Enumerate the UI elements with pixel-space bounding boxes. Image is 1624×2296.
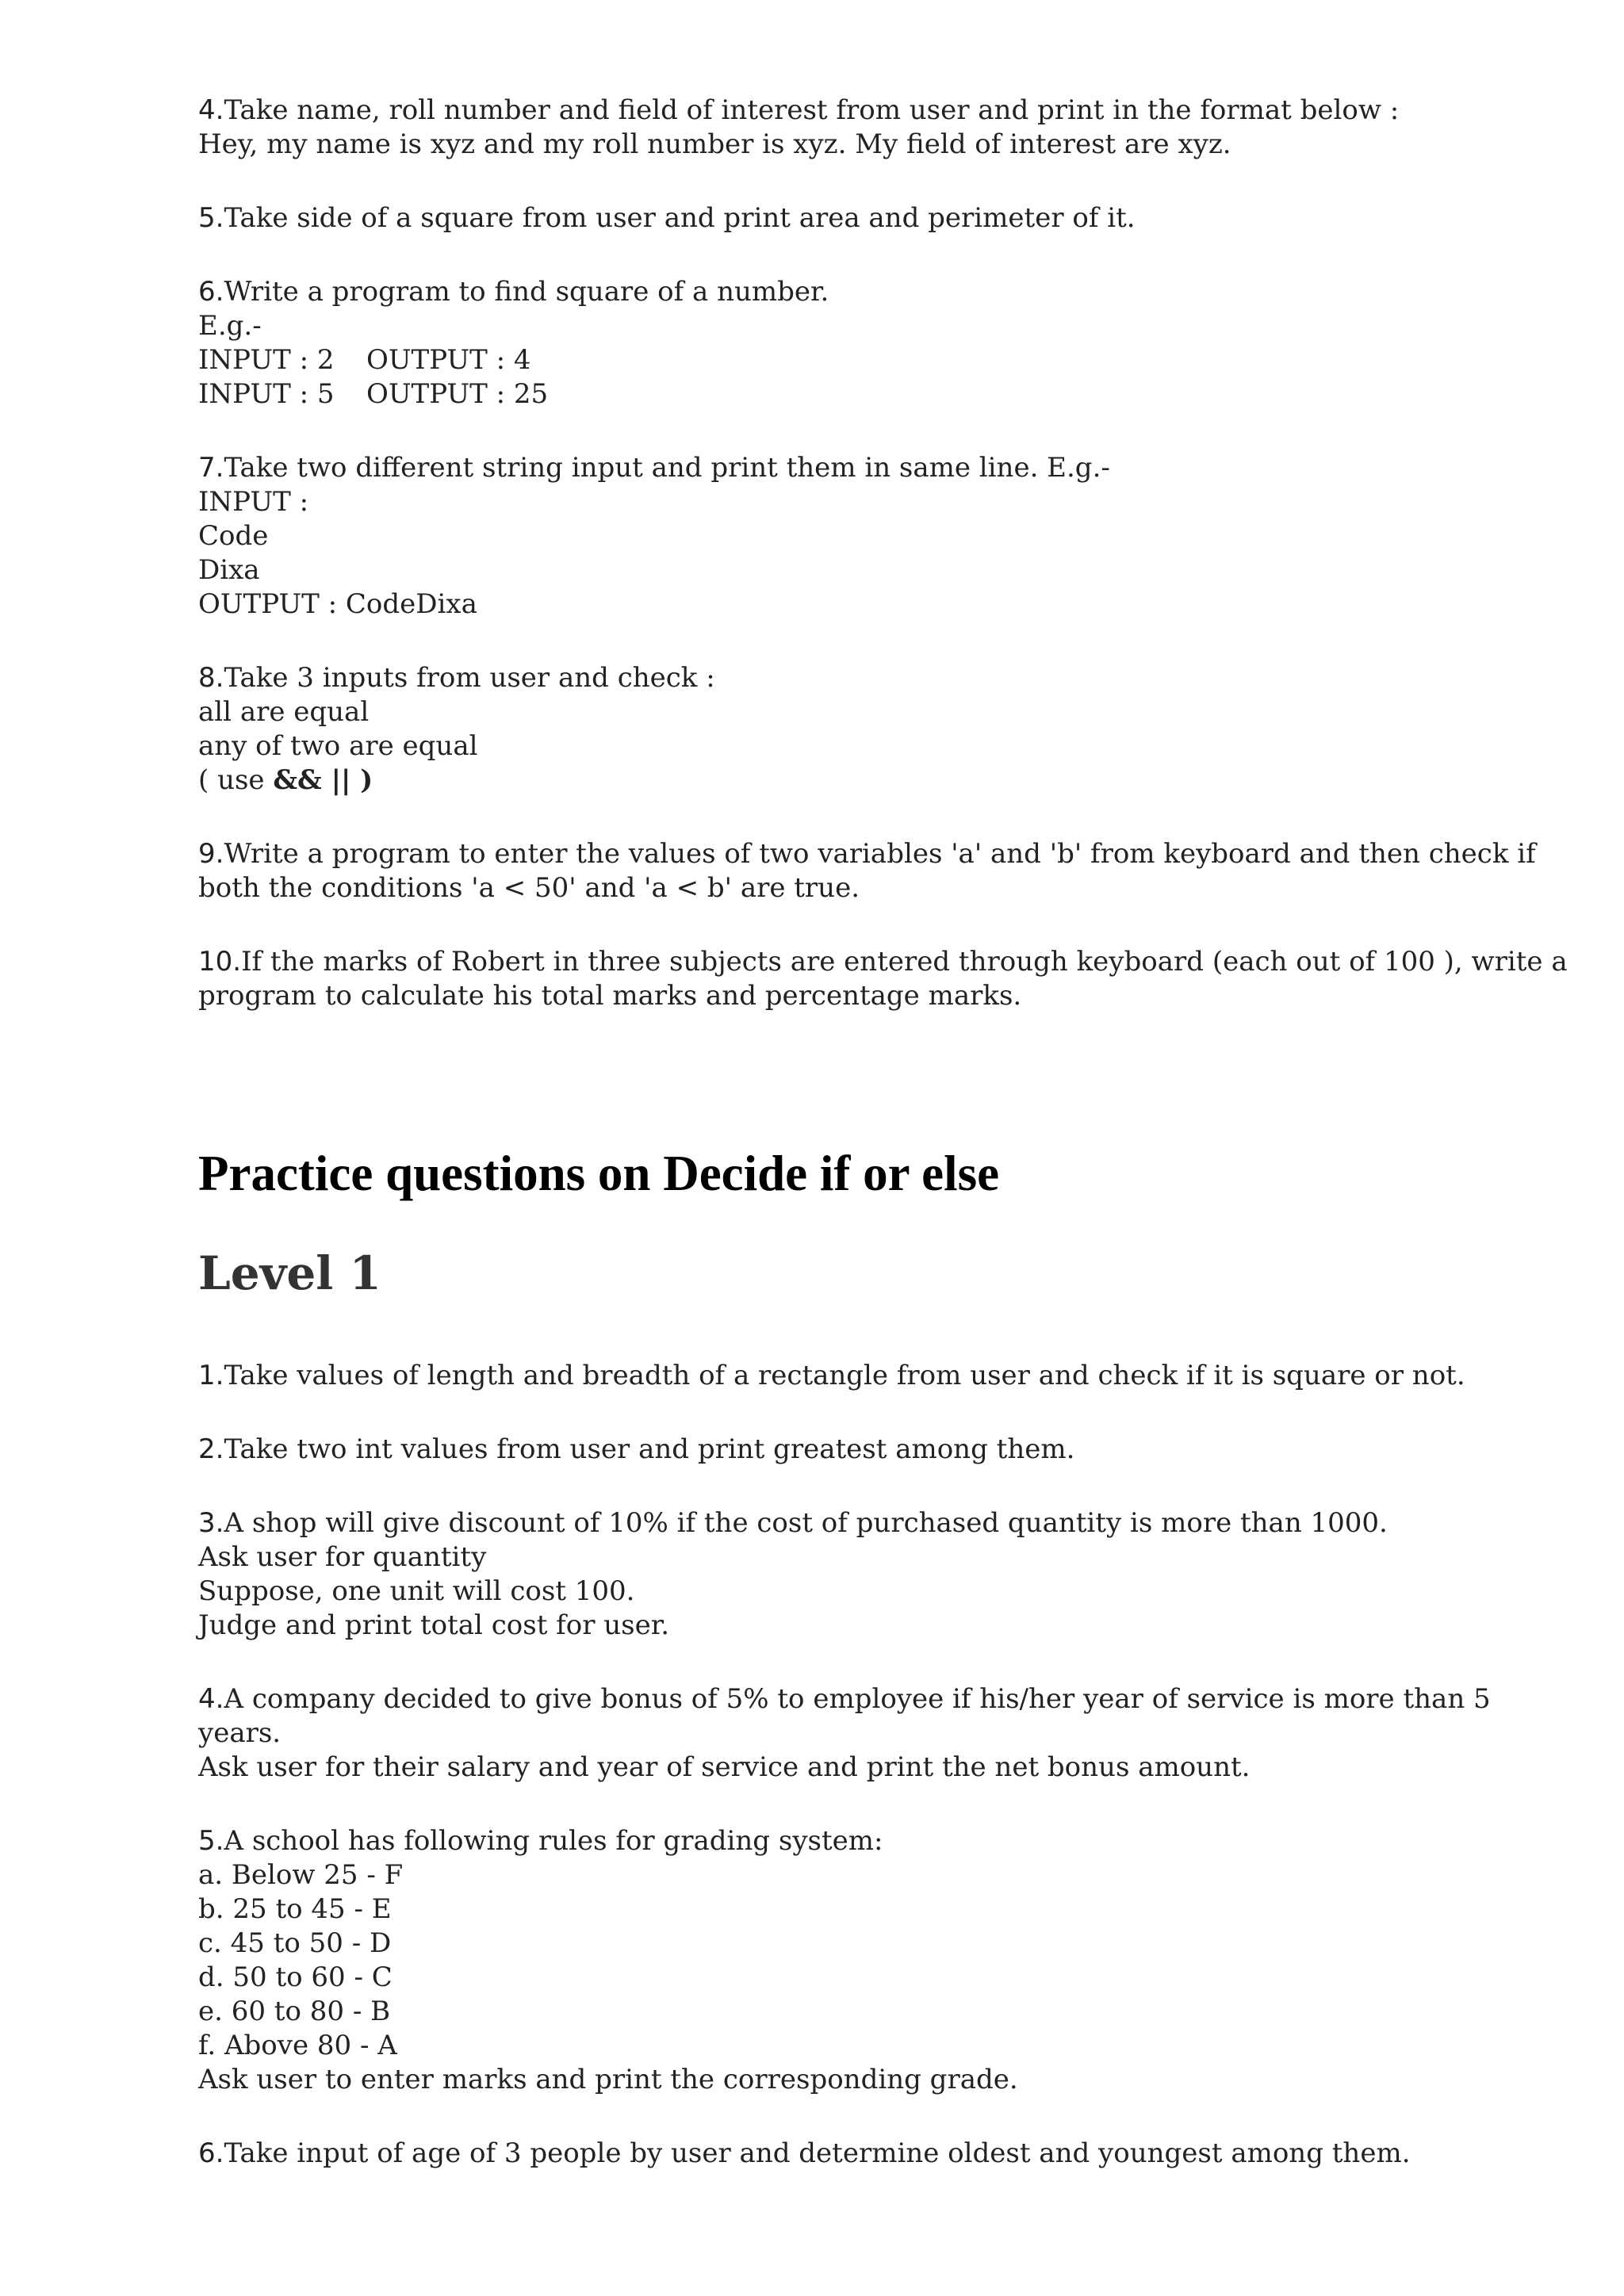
question-line	[198, 945, 1568, 979]
question-line	[198, 451, 1435, 485]
question-line	[198, 1433, 1435, 1467]
question-text: Take two different string input and print them in same line. E.g.-	[224, 452, 1110, 484]
question-number: 9.	[198, 838, 224, 870]
grade-rule: e. 60 to 80 - B	[198, 1996, 391, 2027]
question-text: Ask user for their salary and year of service and print the net bonus amount.	[198, 1751, 1251, 1783]
question-text: A shop will give discount of 10% if the cost of purchased quantity is more than 1000.	[224, 1507, 1388, 1539]
question-text: A company decided to give bonus of 5% to employee if his/her year of service is more than 5	[224, 1683, 1491, 1715]
question-text: both the conditions 'a < 50' and 'a < b' are true.	[198, 872, 860, 904]
question-text: OUTPUT : CodeDixa	[198, 588, 477, 620]
question-number: 4.	[198, 94, 224, 126]
question-line	[198, 94, 1435, 128]
question-text: INPUT :	[198, 486, 309, 518]
question-line	[198, 1682, 1491, 1716]
level1-question-3	[198, 1506, 1435, 1643]
question-number: 6.	[198, 276, 224, 308]
question-text: Take side of a square from user and print area and perimeter of it.	[224, 202, 1136, 234]
question-5	[198, 201, 1435, 235]
section-title: Practice questions on Decide if or else	[198, 1146, 1000, 1201]
level1-question-1	[198, 1359, 1465, 1393]
question-8	[198, 661, 1435, 798]
question-4	[198, 94, 1435, 162]
question-text: Code	[198, 520, 269, 552]
question-text: ( use	[198, 764, 274, 796]
question-text: Suppose, one unit will cost 100.	[198, 1575, 635, 1607]
bold-operators: && || )	[273, 764, 373, 796]
io-output: OUTPUT : 25	[366, 378, 549, 410]
question-7	[198, 451, 1435, 622]
question-text: program to calculate his total marks and percentage marks.	[198, 980, 1022, 1012]
question-text: Take 3 inputs from user and check :	[224, 662, 715, 694]
grade-rule: a. Below 25 - F	[198, 1859, 404, 1891]
question-text: Ask user to enter marks and print the corresponding grade.	[198, 2064, 1018, 2095]
question-text: Ask user for quantity	[198, 1541, 487, 1573]
question-text: any of two are equal	[198, 730, 478, 762]
question-text: all are equal	[198, 696, 370, 728]
io-input: INPUT : 5	[198, 378, 335, 410]
grade-rule: b. 25 to 45 - E	[198, 1893, 392, 1925]
level1-question-4	[198, 1682, 1491, 1785]
question-line	[198, 201, 1435, 235]
io-row	[198, 377, 1435, 411]
level-heading: Level 1	[198, 1246, 381, 1300]
question-line	[198, 275, 1435, 309]
question-line	[198, 2137, 1435, 2171]
question-line	[198, 837, 1536, 871]
question-text: Take name, roll number and field of interest from user and print in the format below :	[224, 94, 1400, 126]
question-text: A school has following rules for grading system:	[224, 1825, 883, 1857]
question-line	[198, 1506, 1435, 1540]
question-text: Take two int values from user and print greatest among them.	[224, 1433, 1075, 1465]
grade-rule: d. 50 to 60 - C	[198, 1961, 393, 1993]
question-line	[198, 763, 1435, 798]
grade-rule: f. Above 80 - A	[198, 2030, 397, 2061]
question-number: 7.	[198, 452, 224, 484]
question-number: 2.	[198, 1433, 224, 1465]
question-6	[198, 275, 1435, 411]
question-text: Hey, my name is xyz and my roll number is xyz. My field of interest are xyz.	[198, 128, 1231, 160]
question-text: years.	[198, 1717, 282, 1749]
question-text: Take values of length and breadth of a rectangle from user and check if it is square or not.	[224, 1360, 1465, 1391]
question-text: Write a program to enter the values of two variables 'a' and 'b' from keyboard and then check if	[224, 838, 1536, 870]
question-text: Dixa	[198, 554, 260, 586]
question-text: If the marks of Robert in three subjects are entered through keyboard (each out of 100 ), write a	[241, 946, 1568, 978]
page-content	[198, 94, 1568, 2210]
question-text: Write a program to find square of a number.	[224, 276, 829, 308]
level1-question-5	[198, 1824, 1435, 2097]
question-line	[198, 1824, 1435, 1858]
section-spacer	[198, 1053, 1435, 1142]
level1-question-2	[198, 1433, 1435, 1467]
question-number: 4.	[198, 1683, 224, 1715]
question-10	[198, 945, 1568, 1013]
question-number: 6.	[198, 2137, 224, 2169]
question-number: 10.	[198, 946, 242, 978]
grade-rule: c. 45 to 50 - D	[198, 1927, 392, 1959]
question-9	[198, 837, 1536, 905]
question-text: Judge and print total cost for user.	[198, 1609, 670, 1641]
question-line	[198, 661, 1435, 695]
question-number: 1.	[198, 1360, 224, 1391]
question-number: 5.	[198, 202, 224, 234]
question-text: Take input of age of 3 people by user and determine oldest and youngest among them.	[224, 2137, 1411, 2169]
question-line	[198, 1359, 1465, 1393]
io-output: OUTPUT : 4	[366, 344, 531, 376]
question-number: 8.	[198, 662, 224, 694]
io-row	[198, 343, 1435, 377]
io-input: INPUT : 2	[198, 344, 335, 376]
level1-question-6	[198, 2137, 1435, 2171]
question-number: 3.	[198, 1507, 224, 1539]
question-number: 5.	[198, 1825, 224, 1857]
question-text: E.g.-	[198, 310, 262, 342]
